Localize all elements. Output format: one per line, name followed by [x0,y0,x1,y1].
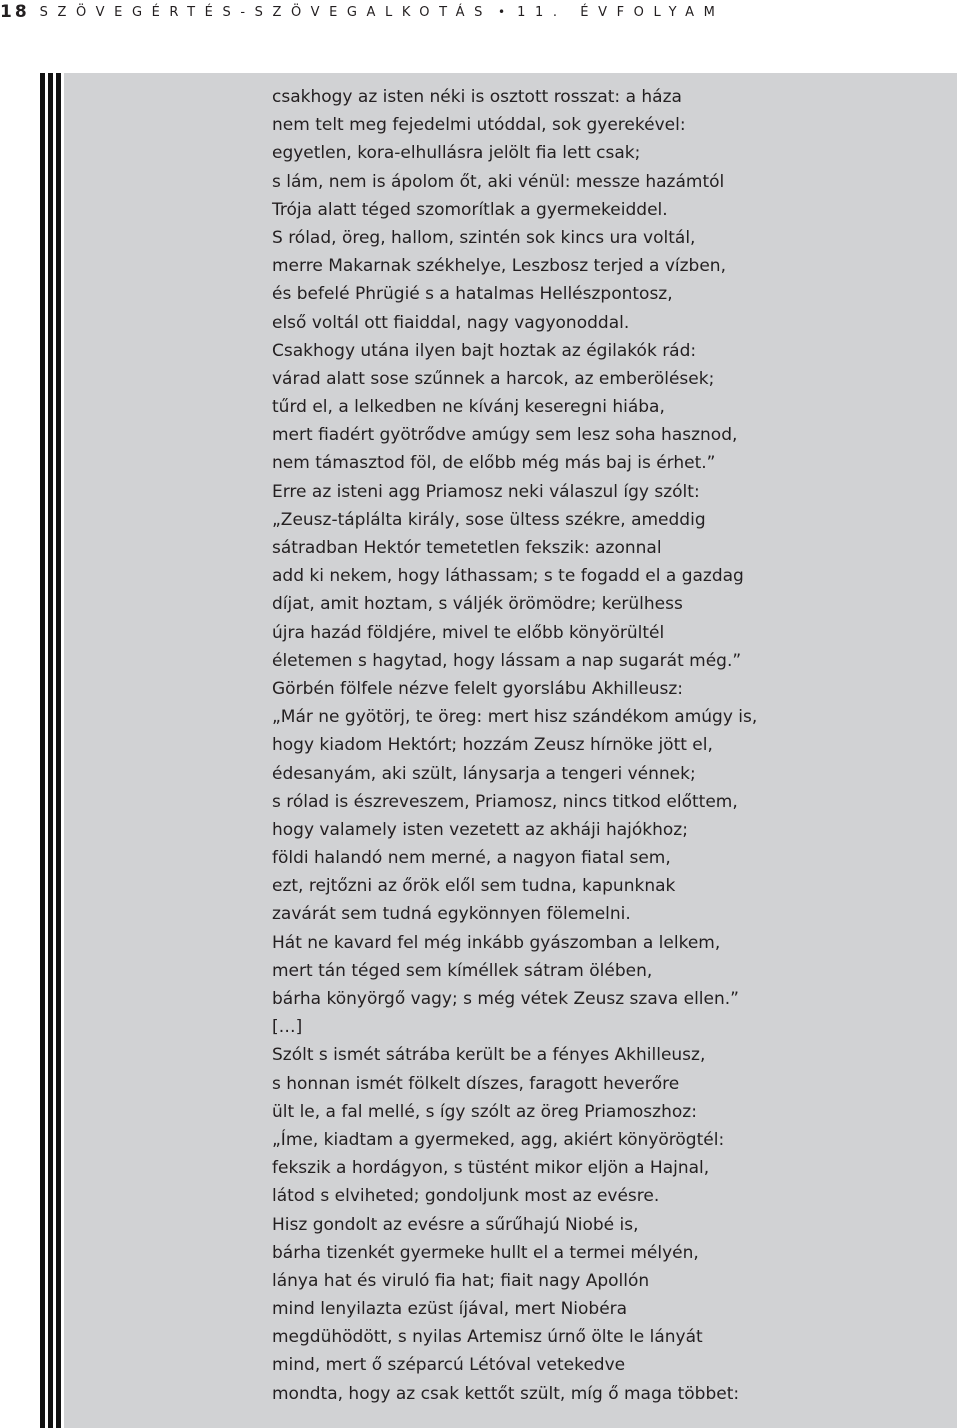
poem-line: mind, mert ő széparcú Létóval vetekedve [272,1355,626,1376]
poem-line: merre Makarnak székhelye, Leszbosz terjed a vízben, [272,256,726,277]
poem-line: […] [272,1017,303,1038]
poem-line: földi halandó nem merné, a nagyon fiatal sem, [272,848,671,869]
poem-line: add ki nekem, hogy láthassam; s te fogadd el a gazdag [272,566,744,587]
poem-line: hogy kiadom Hektórt; hozzám Zeusz hírnöke jött el, [272,735,713,756]
poem-line: zavárát sem tudná egykönnyen fölemelni. [272,904,631,925]
poem-line: várad alatt sose szűnnek a harcok, az emberölések; [272,368,715,389]
bullet-separator: • [498,5,506,19]
poem-line: Hát ne kavard fel még inkább gyászomban a lelkem, [272,932,721,953]
poem-line: „Íme, kiadtam a gyermeked, agg, akiért könyörögtél: [272,1129,725,1150]
page-header [0,0,724,24]
poem-line: első voltál ott fiaiddal, nagy vagyonoddal. [272,312,630,333]
poem-line: Hisz gondolt az evésre a sűrűhajú Niobé is, [272,1214,639,1235]
decorative-stripe [40,73,45,1428]
poem-line: bárha könyörgő vagy; s még vétek Zeusz szava ellen.” [272,989,739,1009]
poem-line: s honnan ismét fölkelt díszes, faragott heverőre [272,1073,680,1094]
poem-line: „Már ne gyötörj, te öreg: mert hisz szándékom amúgy is, [272,707,758,728]
poem-line: Csakhogy utána ilyen bajt hoztak az égilakók rád: [272,340,697,361]
poem-text [272,83,952,1408]
poem-line: megdühödött, s nyilas Artemisz úrnő ölte le lányát [272,1327,703,1348]
poem-line: S rólad, öreg, hallom, szintén sok kincs ura voltál, [272,227,696,248]
poem-line: újra hazád földjére, mivel te előbb könyörültél [272,622,665,643]
poem-line: látod s elviheted; gondoljunk most az evésre. [272,1186,660,1207]
poem-line: Görbén fölfele nézve felelt gyorslábu Akhilleusz: [272,678,683,699]
poem-line: sátradban Hektór temetetlen fekszik: azonnal [272,538,662,558]
poem-line: fekszik a hordágyon, s tüstént mikor eljön a Hajnal, [272,1158,710,1179]
poem-line: tűrd el, a lelkedben ne kívánj keseregni hiába, [272,397,665,418]
poem-line: lánya hat és viruló fia hat; fiait nagy Apollón [272,1270,650,1291]
running-head-grade: 11. ÉVFOLYAM [517,4,725,20]
running-head-subject: SZÖVEGÉRTÉS-SZÖVEGALKOTÁS [39,4,493,20]
page-number: 18 [0,2,30,22]
poem-line: és befelé Phrügié s a hatalmas Hellészpontosz, [272,284,673,305]
poem-line: csakhogy az isten néki is osztott rosszat: a háza [272,87,682,107]
poem-line: „Zeusz-táplálta király, sose ültess székre, ameddig [272,509,706,530]
poem-line: hogy valamely isten vezetett az akháji hajókhoz; [272,819,688,840]
poem-line: édesanyám, aki szült, lánysarja a tengeri vénnek; [272,763,696,784]
poem-line: nem támasztod föl, de előbb még más baj is érhet.” [272,453,716,474]
poem-line: mert fiadért gyötrődve amúgy sem lesz soha hasznod, [272,425,738,446]
poem-line: s lám, nem is ápolom őt, aki vénül: messze hazámtól [272,171,725,192]
poem-line: bárha tizenkét gyermeke hullt el a termei mélyén, [272,1242,699,1263]
poem-line: ült le, a fal mellé, s így szólt az öreg Priamoszhoz: [272,1101,697,1122]
poem-line: ezt, rejtőzni az őrök elől sem tudna, kapunknak [272,876,676,897]
poem-line: egyetlen, kora-elhullásra jelölt fia lett csak; [272,143,641,164]
poem-line: díjat, amit hoztam, s váljék örömödre; kerülhess [272,594,683,615]
poem-line: mind lenyilazta ezüst íjával, mert Niobéra [272,1299,628,1320]
poem-line: s rólad is észreveszem, Priamosz, nincs titkod előttem, [272,791,738,812]
poem-line: mert tán téged sem kíméllek sátram ölében, [272,960,653,981]
poem-line: Szólt s ismét sátrába került be a fényes Akhilleusz, [272,1045,706,1066]
poem-line: mondta, hogy az csak kettőt szült, míg ő maga többet: [272,1383,740,1404]
poem-line: életemen s hagytad, hogy lássam a nap sugarát még.” [272,650,742,671]
poem-line: Erre az isteni agg Priamosz neki válaszul így szólt: [272,481,700,502]
poem-line: Trója alatt téged szomorítlak a gyermekeiddel. [272,199,668,220]
decorative-stripe [56,73,61,1428]
poem-line: nem telt meg fejedelmi utóddal, sok gyerekével: [272,115,686,136]
decorative-stripe [48,73,53,1428]
